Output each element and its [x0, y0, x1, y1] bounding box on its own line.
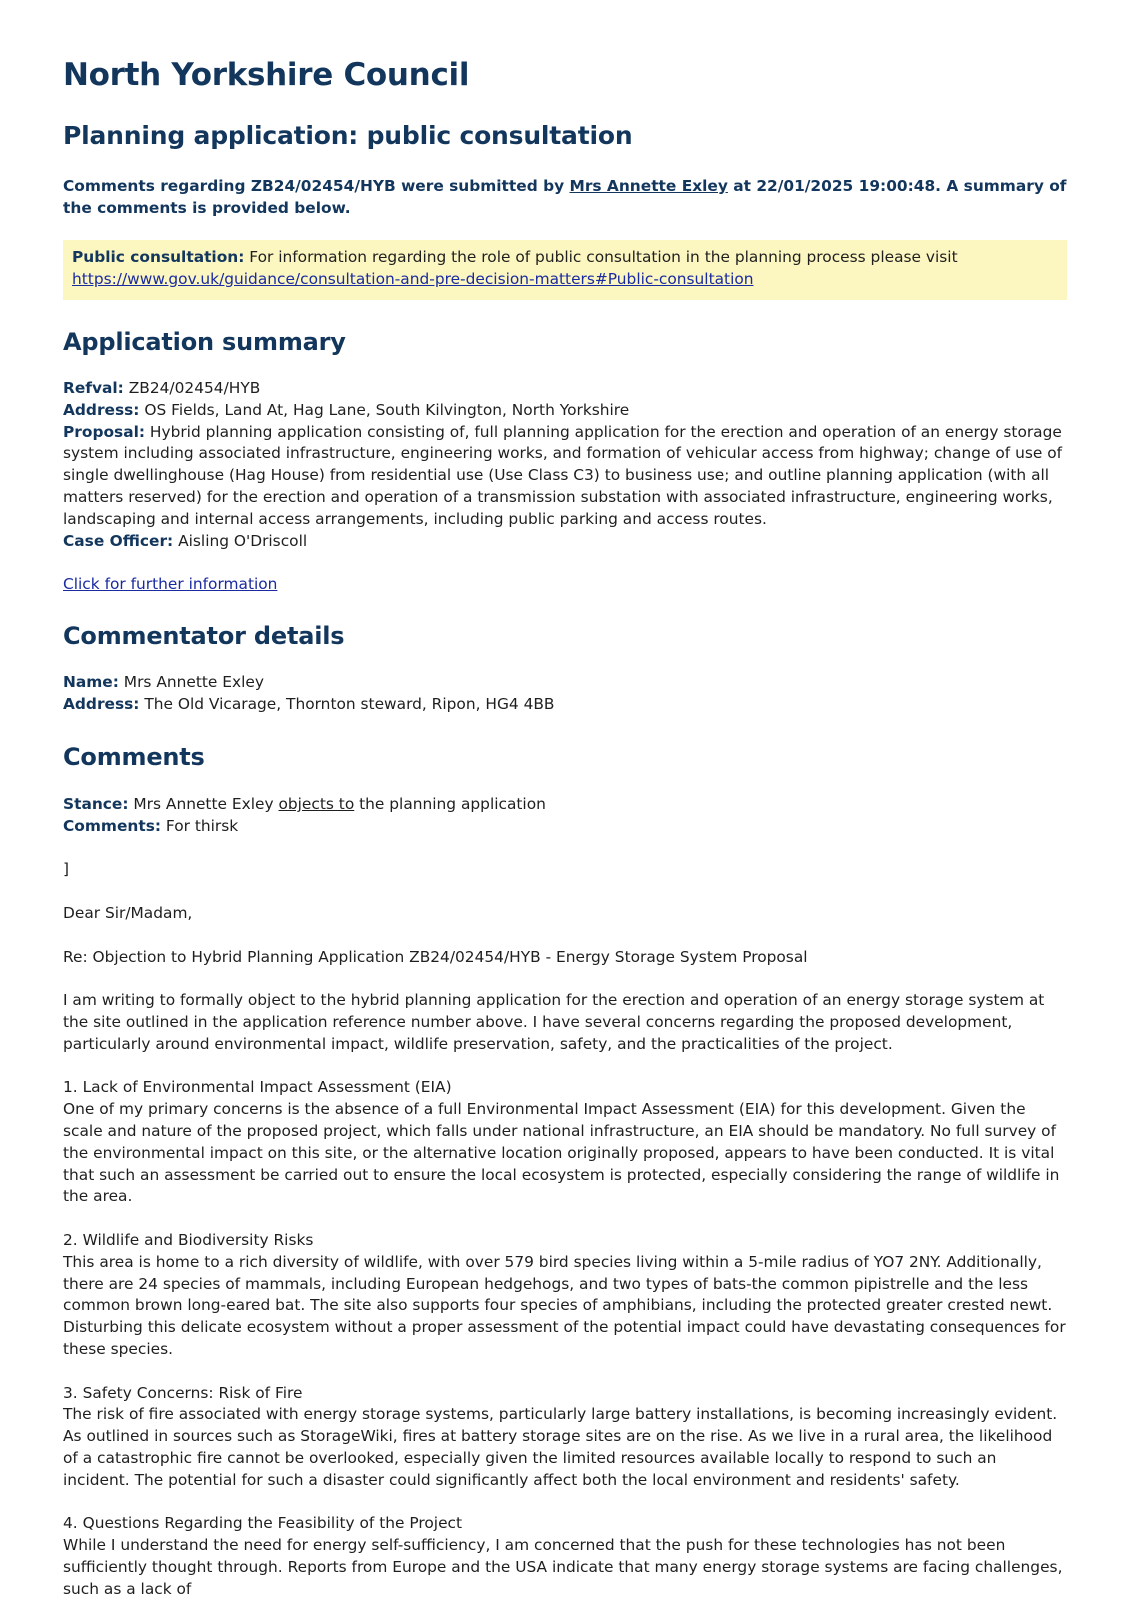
section-3-text: The risk of fire associated with energy storage systems, particularly large battery installations, is becoming increasingly evident. As outlined in sources such as StorageWiki, fires at battery storage sites are on the rise. As we live in a rural area, the likelihood of a catastrophic fire cannot be overlooked, especially given the limited resources available locally to respond to such an incident. The potential for such a disaster could significantly affect both the local environment and residents' safety.	[63, 1405, 1058, 1489]
re-line: Re: Objection to Hybrid Planning Application ZB24/02454/HYB - Energy Storage System Proposal	[63, 947, 808, 966]
section-2-title: 2. Wildlife and Biodiversity Risks	[63, 1230, 314, 1249]
further-information-link[interactable]: Click for further information	[63, 575, 278, 594]
bracket-line: ]	[63, 860, 70, 879]
submitter-name: Mrs Annette Exley	[569, 177, 728, 195]
section-2-text: This area is home to a rich diversity of wildlife, with over 579 bird species living within a 5-mile radius of YO7 2NY. Additionally, there are 24 species of mammals, including European hedgehogs, and two types of bats-the common pipistrelle and the less common brown long-eared bat. The site also supports four species of amphibians, including the protected greater crested newt. Disturbing this delicate ecosystem without a proper assessment of the potential impact could have devastating consequences for these species.	[63, 1252, 1066, 1358]
case-officer-row: Case Officer: Aisling O'Driscoll	[63, 531, 308, 550]
comments-heading: Comments	[63, 743, 205, 771]
stance-row: Stance: Mrs Annette Exley objects to the planning application	[63, 795, 546, 813]
commentator-address-row: Address: The Old Vicarage, Thornton steward, Ripon, HG4 4BB	[63, 694, 555, 713]
intro-paragraph: I am writing to formally object to the hybrid planning application for the erection and operation of an energy storage system at the site outlined in the application reference number above. I have several concerns regarding the proposed development, particularly around environmental impact, wildlife preservation, safety, and the practicalities of the project.	[63, 991, 1045, 1053]
proposal-row: Proposal: Hybrid planning application consisting of, full planning application for the erection and operation of an energy storage system including associated infrastructure, engineering works, and formation of vehicular access from highway; change of use of single dwellinghouse (Hag House) from residential use (Use Class C3) to business use; and outline planning application (with all matters reserved) for the erection and operation of a transmission substation with associated infrastructure, engineering works, landscaping and internal access arrangements, including public parking and access routes.	[63, 422, 1063, 528]
section-4-text: While I understand the need for energy self-sufficiency, I am concerned that the push for these technologies has not been sufficiently thought through. Reports from Europe and the USA indicate that many energy storage systems are facing challenges, such as a lack of	[63, 1536, 1063, 1598]
comments-body	[63, 794, 1067, 1600]
intro-text: Comments regarding ZB24/02454/HYB were submitted by Mrs Annette Exley at 22/01/2025 19:00:48. A summary of the comments is provided below.	[63, 177, 1067, 217]
commentator-details-heading: Commentator details	[63, 622, 345, 650]
comments-row: Comments: For thirsk	[63, 816, 239, 835]
page-title: Planning application: public consultation	[63, 121, 633, 150]
notice-label: Public consultation:	[72, 248, 245, 266]
org-name: North Yorkshire Council	[63, 57, 470, 93]
public-consultation-notice	[63, 240, 1067, 300]
application-summary	[63, 378, 1067, 596]
notice-text: For information regarding the role of public consultation in the planning process please visit	[244, 248, 958, 266]
address-row: Address: OS Fields, Land At, Hag Lane, South Kilvington, North Yorkshire	[63, 400, 630, 419]
section-1-title: 1. Lack of Environmental Impact Assessment (EIA)	[63, 1078, 452, 1097]
section-3-title: 3. Safety Concerns: Risk of Fire	[63, 1383, 303, 1402]
commentator-details	[63, 672, 1067, 716]
application-summary-heading: Application summary	[63, 328, 346, 356]
section-1-text: One of my primary concerns is the absence of a full Environmental Impact Assessment (EIA) for this development. Given the scale and nature of the proposed project, which falls under national infrastructure, an EIA should be mandatory. No full survey of the environmental impact on this site, or the alternative location originally proposed, appears to have been conducted. It is vital that such an assessment be carried out to ensure the local ecosystem is protected, especially considering the range of wildlife in the area.	[63, 1100, 1060, 1206]
section-4-title: 4. Questions Regarding the Feasibility of the Project	[63, 1514, 463, 1533]
refval-row: Refval: ZB24/02454/HYB	[63, 379, 261, 397]
commentator-name-row: Name: Mrs Annette Exley	[63, 673, 264, 691]
stance-value: objects to	[278, 795, 355, 813]
consultation-guidance-link[interactable]: https://www.gov.uk/guidance/consultation-and-pre-decision-matters#Public-consultation	[72, 269, 754, 288]
salutation: Dear Sir/Madam,	[63, 903, 193, 922]
